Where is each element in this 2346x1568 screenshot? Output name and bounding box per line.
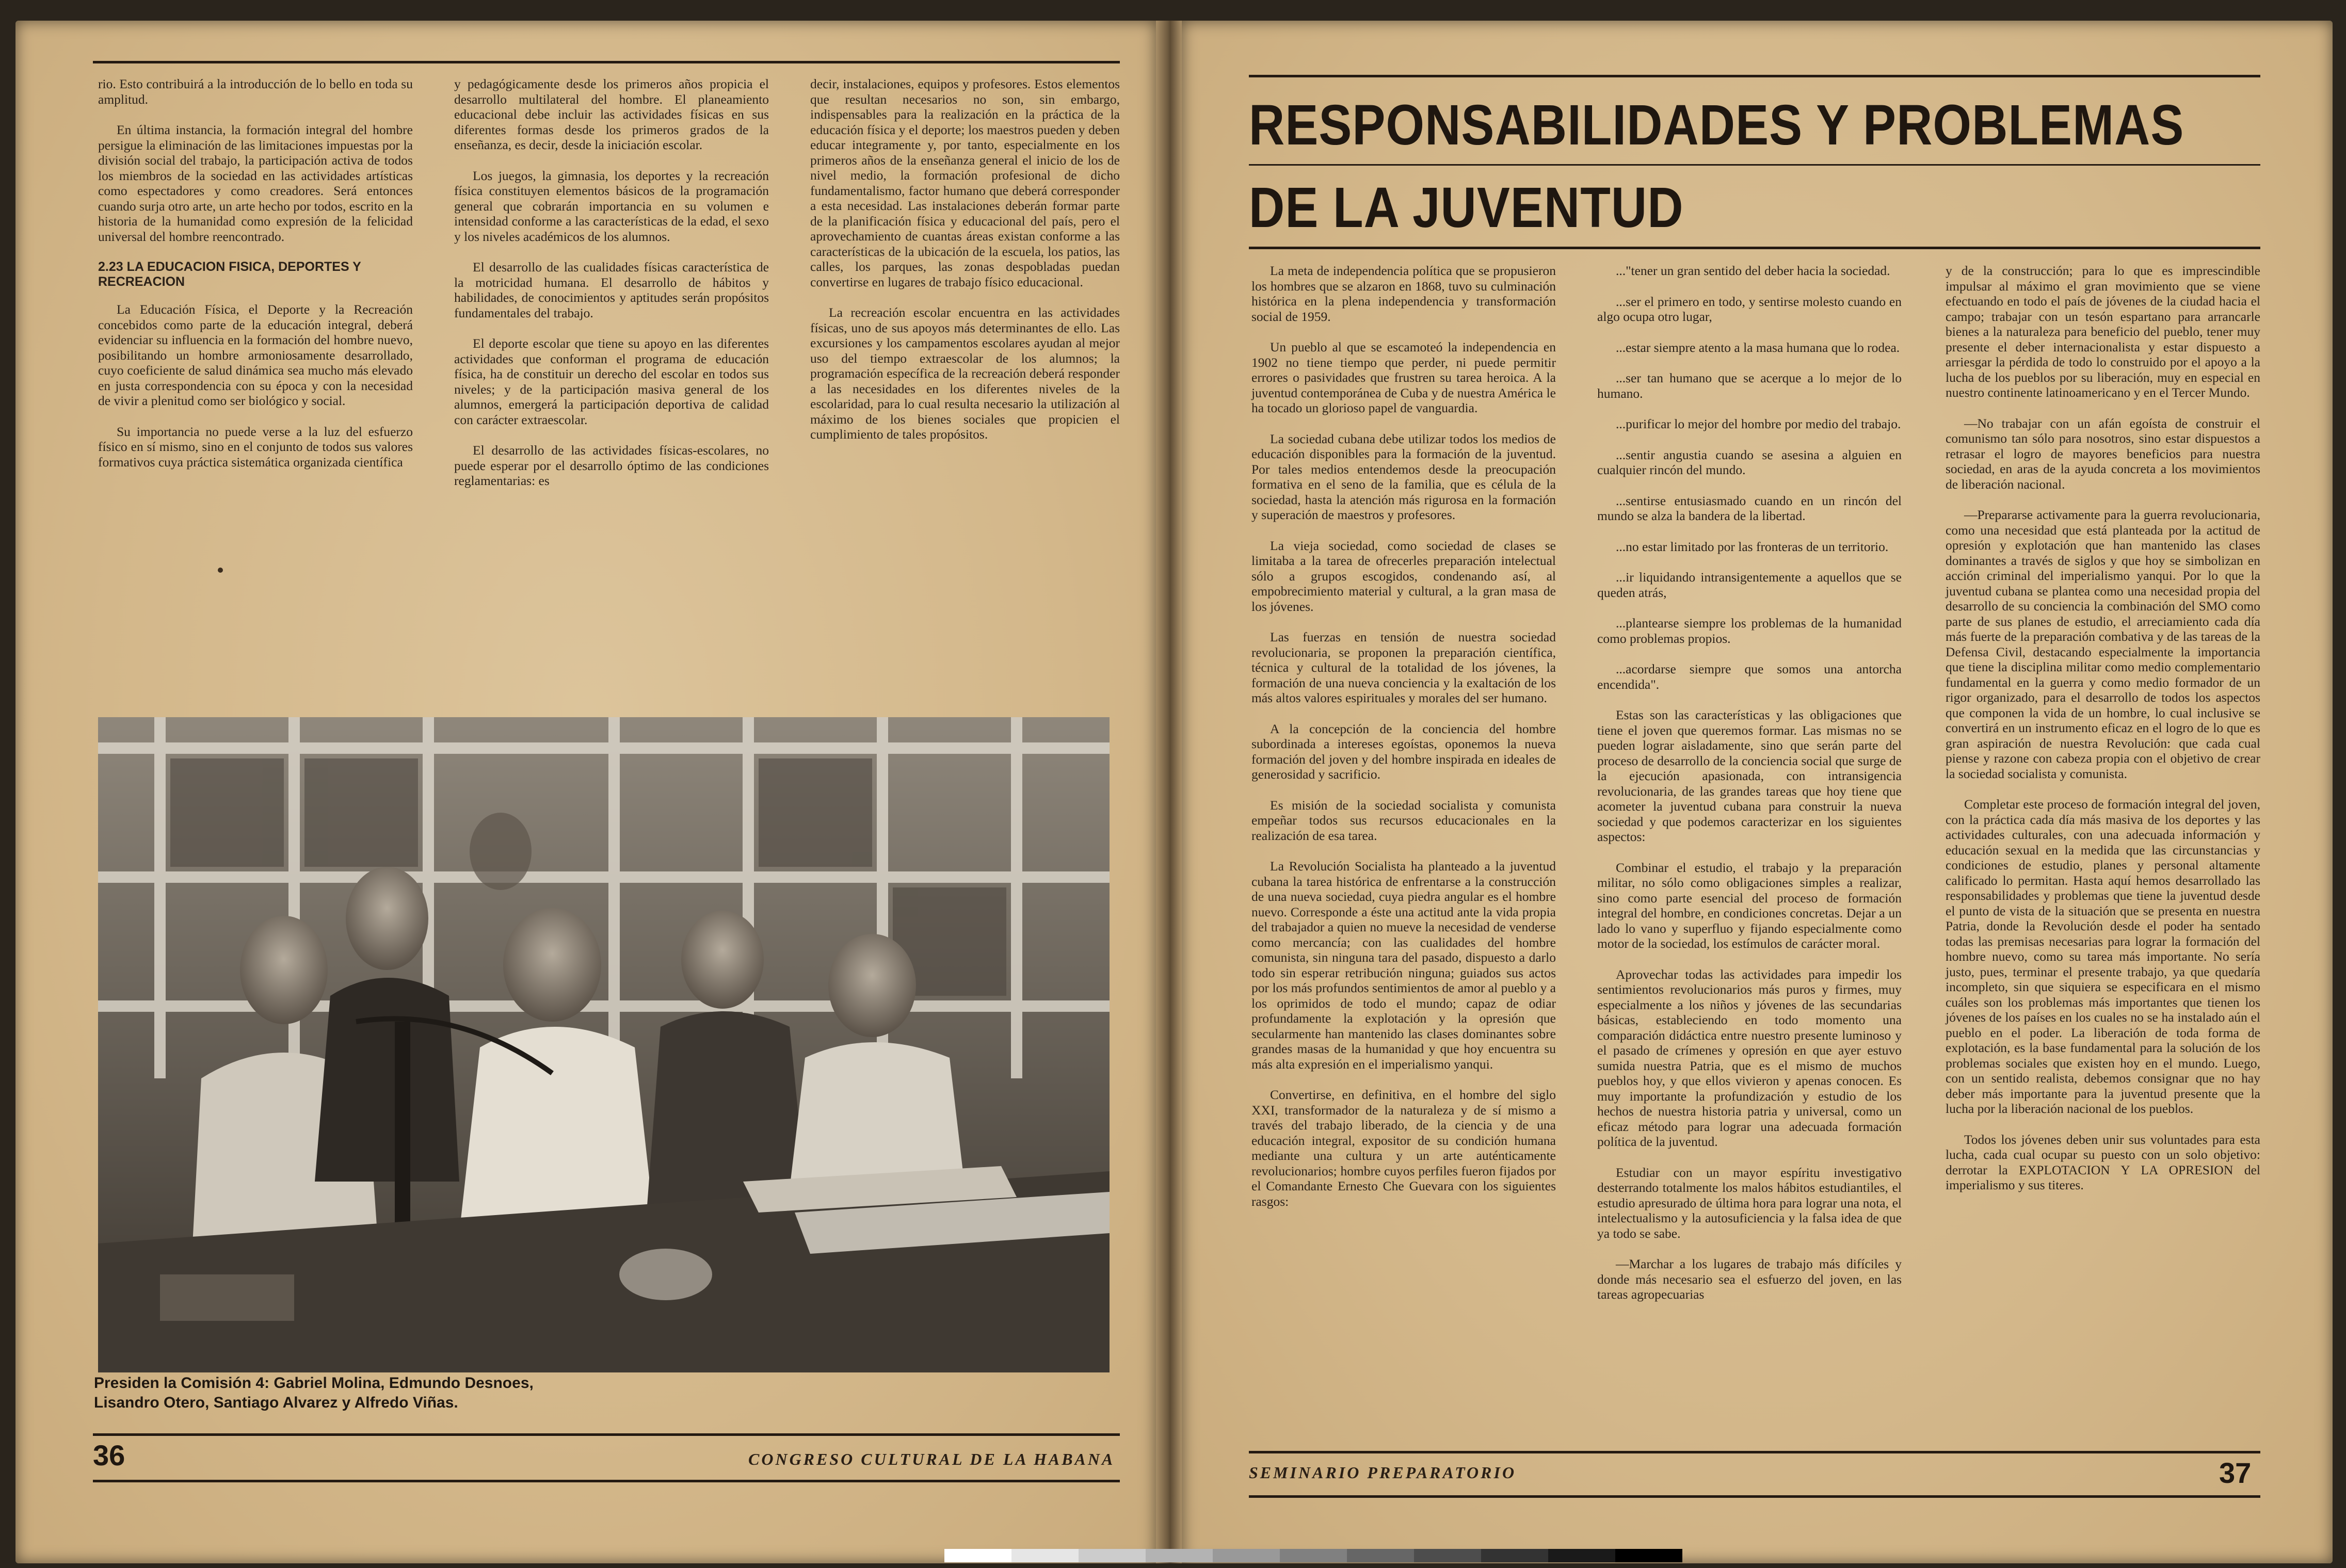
quote-line: ...ser el primero en todo, y sentirse molesto cuando en algo ocupa otro lugar,	[1597, 294, 1902, 324]
right-top-rule	[1249, 75, 2260, 77]
paragraph: Completar este proceso de formación integral del joven, con la práctica cada día más masiva de los deportes y las actividades culturales, con una adecuada información y educación sexual en la medida que las circunstancias y condiciones de estudio, planes y personal altamente calificado lo permitan. Hasta aquí hemos desarrollado las responsabilidades y problemas que tiene la juventud desde el punto de vista de la situación que se presenta en nuestra Patria, donde la Revolución desde el poder ha sentado todas las premisas necesarias para lograr la formación del hombre nuevo, como su tarea más importante. No sería justo, pues, terminar el presente trabajo, ya que quedaría incompleto, sin que siquiera se especificara en el mismo cuáles son los problemas más importantes que tienen los jóvenes de los países en los cuales no se ha instalado aún el pueblo en el poder. La liberación de toda forma de explotación, es la base fundamental para la solución de los problemas sociales que existen hoy en el mundo. Luego, con un sentido realista, debemos consignar que no hay deber más importante para la juventud presente que la lucha por la liberación nacional de los pueblos.	[1946, 797, 2260, 1116]
paragraph: La Revolución Socialista ha planteado a la juventud cubana la tarea histórica de enfrentarse a la construcción de una nueva sociedad, cuya piedra angular es el hombre nuevo. Corresponde a éste una actitud ante la vida propia del trabajador a quien no mueve la necesidad de venderse como mercancía; con las cualidades del hombre comunista, sin ninguna tara del pasado, dispuesto a darlo todo sin esperar retribución ninguna; guiados sus actos por los más profundos sentimientos de amor al pueblo y a los oprimidos de todo el mundo; capaz de odiar profundamente la explotación y la opresión que secularmente han mantenido las clases dominantes sobre grandes masas de la humanidad y que hoy encuentra su más alta expresión en el imperialismo yanqui.	[1251, 859, 1556, 1072]
article-title-line-2: DE LA JUVENTUD	[1249, 176, 1684, 240]
paragraph: —Prepararse activamente para la guerra revolucionaria, como una necesidad que está planteada por la actitud de opresión y explotación que han mantenido las clases dominantes a través de siglos y que hoy se simbolizan en acción criminal del imperialismo yanqui. Por lo que la juventud cubana se plantea como una necesidad propia del desarrollo de su conciencia la combinación del SMO como parte de sus planes de estudio, el arreciamiento cada día más fuerte de la preparación combativa y de las tareas de la Defensa Civil, destacando especialmente la importancia que tiene la disciplina militar como medio complementario fundamental en la guerra y como medio formador de un rigor organizado, para el desarrollo de todos los aspectos que componen la vida de un hombre, lo cual inclusive se convertirá en un instrumento eficaz en el logro de lo que es gran aspiración de nuestra Revolución: que cada cual piense y razone con cabeza propia con el objetivo de crear la sociedad socialista y comunista.	[1946, 507, 2260, 781]
paragraph: El desarrollo de las actividades físicas-escolares, no puede esperar por el desarrollo óptimo de las condiciones reglamentarias: es	[454, 443, 769, 488]
right-bottom-rule-2	[1249, 1495, 2260, 1498]
right-column-2	[1597, 263, 1902, 1318]
paragraph: Un pueblo al que se escamoteó la independencia en 1902 no tiene tiempo que perder, ni puede permitir errores o pasividades que frustren su tarea heroica. A la juventud contemporánea de Cuba y de nuestra América le ha tocado un glorioso papel de vanguardia.	[1251, 340, 1556, 415]
left-top-rule	[93, 61, 1120, 63]
paragraph: La Educación Física, el Deporte y la Recreación concebidos como parte de la educación integral, deberá evidenciar su influencia en la formación del hombre nuevo, posibilitando un hombre armoniosamente desarrollado, cuyo coeficiente de salud dinámica sea mucho más elevado en justa correspondencia con su época y con la necesidad de vivir a plenitud como ser biológico y social.	[98, 302, 413, 408]
left-column-3	[810, 76, 1120, 458]
quote-line: ...ser tan humano que se acerque a lo mejor de lo humano.	[1597, 370, 1902, 401]
paragraph: —No trabajar con un afán egoísta de construir el comunismo tan sólo para nosotros, sino estar dispuestos a retrasar el logro de mayores beneficios para nuestra sociedad, en aras de la ayuda concreta a los movimientos de liberación nacional.	[1946, 415, 2260, 492]
title-rule-1	[1249, 164, 2260, 166]
page-number-right: 37	[2219, 1457, 2252, 1489]
quote-line: ...acordarse siempre que somos una antorcha encendida".	[1597, 661, 1902, 692]
quote-line: ...no estar limitado por las fronteras de un territorio.	[1616, 539, 1889, 554]
quote-line: ...ir liquidando intransigentemente a aquellos que se queden atrás,	[1597, 570, 1902, 600]
title-rule-2	[1249, 247, 2260, 249]
paragraph: Estudiar con un mayor espíritu investigativo desterrando totalmente los malos hábitos estudiantiles, el estudio apresurado de última hora para lograr una nota, el intelectualismo y la autosuficiencia y la falsa idea de que ya todo se sabe.	[1597, 1165, 1902, 1241]
paragraph: Combinar el estudio, el trabajo y la preparación militar, no sólo como obligaciones simples a realizar, sino como parte esencial del proceso de formación integral del hombre, en condiciones concretas. Dejar a un lado lo vano y superfluo y fijando especialmente como motor de la sociedad, los estímulos de carácter moral.	[1597, 860, 1902, 951]
paragraph: Todos los jóvenes deben unir sus voluntades para esta lucha, cada cual ocupar su puesto con un solo objetivo: derrotar la EXPLOTACION Y LA OPRESION del imperialismo y sus titeres.	[1946, 1131, 2260, 1192]
paragraph: Estas son las características y las obligaciones que tiene el joven que queremos formar. Las mismas no se pueden lograr aisladamente, sino que serán parte del proceso de desarrollo de la conciencia social que surge de la ejecución apasionada, con intransigencia revolucionaria, de las grandes tareas que hoy tiene que acometer la juventud cubana para construir la nueva sociedad y que podemos caracterizar en los siguientes aspectos:	[1597, 707, 1902, 844]
paragraph: Es misión de la sociedad socialista y comunista empeñar todos sus recursos educacionales en la realización de esa tarea.	[1251, 797, 1556, 843]
left-column-2	[454, 76, 769, 504]
paragraph: rio. Esto contribuirá a la introducción de lo bello en toda su amplitud.	[98, 76, 413, 107]
photo-caption: Presiden la Comisión 4: Gabriel Molina, Edmundo Desnoes, Lisandro Otero, Santiago Alvarez y Alfredo Viñas.	[94, 1375, 534, 1411]
decorative-dot	[218, 568, 223, 573]
paragraph: La sociedad cubana debe utilizar todos los medios de educación disponibles para la formación de la juventud. Por tales medios entendemos desde la preocupación formativa en el seno de la familia, que es célula de la sociedad, hasta la atención más rigurosa en la formación y superación de maestros y profesores.	[1251, 431, 1556, 522]
running-footer-right: SEMINARIO PREPARATORIO	[1249, 1463, 1517, 1482]
paragraph: El deporte escolar que tiene su apoyo en las diferentes actividades que conforman el programa de educación física, ha de constituir un derecho del escolar en todos sus niveles; y de la participación masiva general de los alumnos, emergerá la participación deportiva de calidad con carácter extraescolar.	[454, 336, 769, 427]
paragraph: En última instancia, la formación integral del hombre persigue la eliminación de las limitaciones impuestas por la división social del trabajo, la participación activa de todos los miembros de la sociedad en las actividades artísticas como espectadores y como creadores. Será entonces cuando surja otro arte, un arte hecho por todos, escrito en la historia de la humanidad como expresión de la felicidad universal del hombre reencontrado.	[98, 122, 413, 244]
quote-line: ...purificar lo mejor del hombre por medio del trabajo.	[1616, 416, 1901, 431]
paragraph: Su importancia no puede verse a la luz del esfuerzo físico en sí mismo, sino en el conjunto de todos sus valores formativos cuya práctica sistemática organizada científica	[98, 424, 413, 470]
photo-illustration	[98, 717, 1110, 1372]
commission-photo	[98, 717, 1110, 1372]
paragraph: El desarrollo de las cualidades físicas característica de la motricidad humana. El desarrollo de hábitos y habilidades, de conocimientos y aptitudes serán propósitos fundamentales del trabajo.	[454, 260, 769, 320]
paragraph: Aprovechar todas las actividades para impedir los sentimientos revolucionarios más puros y firmes, muy especialmente a los niños y jóvenes de las secundarias básicas, estableciendo en todo momento una comparación didáctica entre nuestro presente luminoso y el pasado de crímenes y opresión en que ayer estuvo sumida nuestra Patria, que es el mismo de muchos pueblos hoy, y que ellos vivieron y apenas conocen. Es muy importante la profundización y estudio de los hechos de nuestra historia patria y universal, como un eficaz método para lograr una adecuada formación política de la juventud.	[1597, 966, 1902, 1149]
paragraph: Las fuerzas en tensión de nuestra sociedad revolucionaria, se proponen la preparación científica, técnica y cultural de la totalidad de los jóvenes, la formación de una nueva conciencia y la exaltación de los más altos valores espirituales y morales del ser humano.	[1251, 629, 1556, 705]
paragraph: decir, instalaciones, equipos y profesores. Estos elementos que resultan necesarios no son, sin embargo, indispensables para la realización en la práctica de la educación física y el deporte; los maestros pueden y deben educar integramente y, por tanto, especialmente en los primeros años de la enseñanza general el inicio de los de nivel medio, la formación profesional de dicho fundamentalismo, factor humano que deberá corresponder a esta necesidad. Las instalaciones deberán formar parte de la planificación física y educacional del país, pero el aprovechamiento de cuantas áreas existan conforme a las características de la ubicación de la escuela, los patios, las calles, los parques, las zonas despobladas puedan convertirse en lugares de trabajo físico educacional.	[810, 76, 1120, 289]
book-gutter	[1156, 21, 1182, 1563]
quote-line: ..."tener un gran sentido del deber hacia la sociedad.	[1616, 263, 1890, 278]
section-heading: 2.23 LA EDUCACION FISICA, DEPORTES Y RECREACION	[98, 260, 361, 289]
right-bottom-rule-1	[1249, 1451, 2260, 1453]
left-column-1	[98, 76, 413, 485]
left-bottom-rule-2	[93, 1480, 1120, 1482]
paragraph: A la concepción de la conciencia del hombre subordinada a intereses egoístas, oponemos la nueva formación del joven y del hombre inspirada en ideales de generosidad y sacrificio.	[1251, 721, 1556, 782]
quote-line: ...estar siempre atento a la masa humana que lo rodea.	[1616, 340, 1900, 355]
quote-line: ...plantearse siempre los problemas de la humanidad como problemas propios.	[1597, 616, 1902, 646]
paragraph: y pedagógicamente desde los primeros años propicia el desarrollo multilateral del hombre. El planeamiento educacional debe incluir las actividades físicas en sus diferentes formas desde los primeros grados de la enseñanza, es decir, desde la iniciación escolar.	[454, 76, 769, 152]
paragraph: La meta de independencia política que se propusieron los hombres que se alzaron en 1868, tuvo su culminación histórica en la plena independencia y transformación social de 1959.	[1251, 263, 1556, 324]
quote-line: ...sentir angustia cuando se asesina a alguien en cualquier rincón del mundo.	[1597, 447, 1902, 477]
paragraph: Los juegos, la gimnasia, los deportes y la recreación física constituyen elementos básicos de la programación general que cobrarán importancia en su volumen e intensidad conforme a las características de la edad, el sexo y los niveles académicos de los alumnos.	[454, 168, 769, 244]
paragraph: La recreación escolar encuentra en las actividades físicas, uno de sus apoyos más determinantes de ello. Las excursiones y los campamentos escolares ayudan al mejor uso del tiempo extraescolar de los alumnos; la programación específica de la recreación deberá responder a las necesidades en los diferentes niveles de la escolaridad, para lo cual resulta necesario la utilización al máximo de los bienes sociales que propicien el cumplimiento de tales propósitos.	[810, 305, 1120, 442]
article-title-line-1: RESPONSABILIDADES Y PROBLEMAS	[1249, 93, 2184, 157]
paragraph: La vieja sociedad, como sociedad de clases se limitaba a la tarea de ofrecerles preparación intelectual sólo a grupos escogidos, condenando así, al empobrecimiento material y cultural, a la gran masa de los jóvenes.	[1251, 538, 1556, 614]
right-column-1	[1251, 263, 1556, 1224]
right-column-3	[1946, 263, 2260, 1208]
page-number-left: 36	[93, 1439, 125, 1472]
scan-calibration-strip	[944, 1549, 1682, 1562]
left-bottom-rule-1	[93, 1433, 1120, 1436]
paragraph: y de la construcción; para lo que es imprescindible impulsar al máximo el gran movimiento que se viene efectuando en todo el país de jóvenes de la ciudad hacia el campo; trabajar con un tesón espartano para arrancarle bienes a la naturaleza para beneficio del pueblo, tener muy presente el deber internacionalista y estar dispuesto a arriesgar la pérdida de todo lo construido por el apoyo a la lucha de los pueblos por su liberación, muy en especial en nuestro continente latinoamericano y en el Tercer Mundo.	[1946, 263, 2260, 400]
running-footer-left: CONGRESO CULTURAL DE LA HABANA	[748, 1450, 1115, 1468]
paragraph: Convertirse, en definitiva, en el hombre del siglo XXI, transformador de la naturaleza y de sí mismo a través del trabajo liberado, de la ciencia y de una educación integral, expositor de su condición humana mediante una cultura y un arte auténticamente revolucionarios; hombre cuyos perfiles fueron fijados por el Comandante Ernesto Che Guevara con los siguientes rasgos:	[1251, 1087, 1556, 1209]
paragraph: —Marchar a los lugares de trabajo más difíciles y donde más necesario sea el esfuerzo del joven, en las tareas agropecuarias	[1597, 1256, 1902, 1302]
quote-line: ...sentirse entusiasmado cuando en un rincón del mundo se alza la bandera de la libertad.	[1597, 493, 1902, 523]
